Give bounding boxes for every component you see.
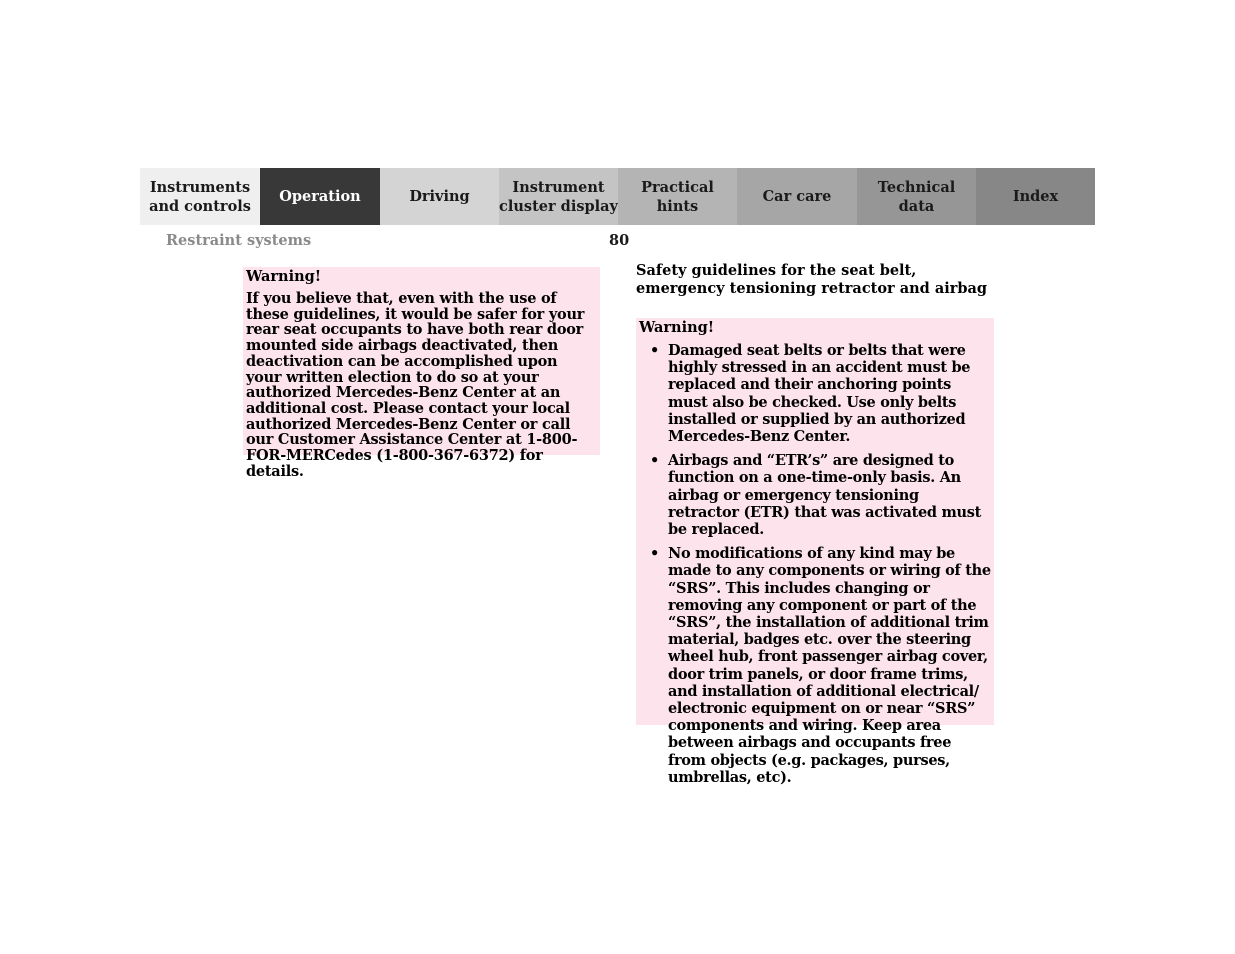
tab-car-care[interactable] bbox=[737, 168, 857, 225]
warning-box-safety-guidelines bbox=[636, 318, 994, 786]
tab-label: Index bbox=[1012, 188, 1059, 205]
tab-technical-data[interactable] bbox=[857, 168, 976, 225]
tab-instruments-and-controls[interactable] bbox=[140, 168, 260, 225]
bullet-point-icon: • bbox=[650, 545, 659, 563]
tab-index[interactable] bbox=[976, 168, 1095, 225]
section-header: Restraint systems bbox=[166, 232, 312, 249]
tab-operation[interactable] bbox=[260, 168, 380, 225]
tab-label: Instruments and controls bbox=[149, 178, 251, 215]
chapter-tab-bar bbox=[140, 168, 1095, 225]
tab-label: Practical hints bbox=[641, 178, 714, 215]
warning-body: If you believe that, even with the use of these guidelines, it would be safer for your rear seat occupants to have both rear door mounted side airbags deactivated, then deactivation can be accomplished upon your written election to do so at your authorized Mercedes-Benz Center at an additional cost. Please contact your local authorized Mercedes-Benz Center or call our Customer Assistance Center at 1-800-FOR-MERCedes (1-800-367-6372) for details. bbox=[246, 290, 585, 480]
tab-instrument-cluster-display[interactable] bbox=[499, 168, 618, 225]
list-item bbox=[639, 545, 991, 786]
list-item bbox=[639, 452, 991, 538]
list-item bbox=[639, 342, 991, 445]
list-item-text: Damaged seat belts or belts that were highly stressed in an accident must be replaced and their anchoring points must also be checked. Use only belts installed or supplied by an authorized Mercedes-Benz Center. bbox=[668, 342, 971, 446]
list-item-text: Airbags and “ETR’s” are designed to function on a one-time-only basis. An airbag or emergency tensioning retractor (ETR) that was activated must be replaced. bbox=[668, 452, 982, 539]
tab-label: Instrument cluster display bbox=[499, 178, 618, 215]
list-item-text: No modifications of any kind may be made to any components or wiring of the “SRS”. This includes changing or removing any component or part of the “SRS”, the installation of additional trim material, badges etc. over the steering wheel hub, front passenger airbag cover, door trim panels, or door frame trims, and installation of additional electrical/ electronic equipment on or near “SRS” components and wiring. Keep area between airbags and occupants free from objects (e.g. packages, purses, umbrellas, etc). bbox=[668, 545, 991, 786]
tab-label: Driving bbox=[409, 188, 470, 205]
bullet-point-icon: • bbox=[650, 452, 659, 470]
warning-title: Warning! bbox=[246, 268, 322, 285]
warning-box-side-airbag-deactivation bbox=[243, 267, 600, 480]
page-number: 80 bbox=[609, 232, 630, 249]
tab-practical-hints[interactable] bbox=[618, 168, 737, 225]
bullet-point-icon: • bbox=[650, 342, 659, 359]
warning-title: Warning! bbox=[639, 319, 715, 336]
tab-label: Car care bbox=[762, 188, 832, 205]
safety-guidelines-heading: Safety guidelines for the seat belt, emergency tensioning retractor and airbag bbox=[636, 262, 988, 297]
tab-label: Operation bbox=[279, 188, 361, 205]
tab-label: Technical data bbox=[877, 178, 956, 215]
tab-driving[interactable] bbox=[380, 168, 499, 225]
warning-bullet-list bbox=[639, 342, 991, 786]
